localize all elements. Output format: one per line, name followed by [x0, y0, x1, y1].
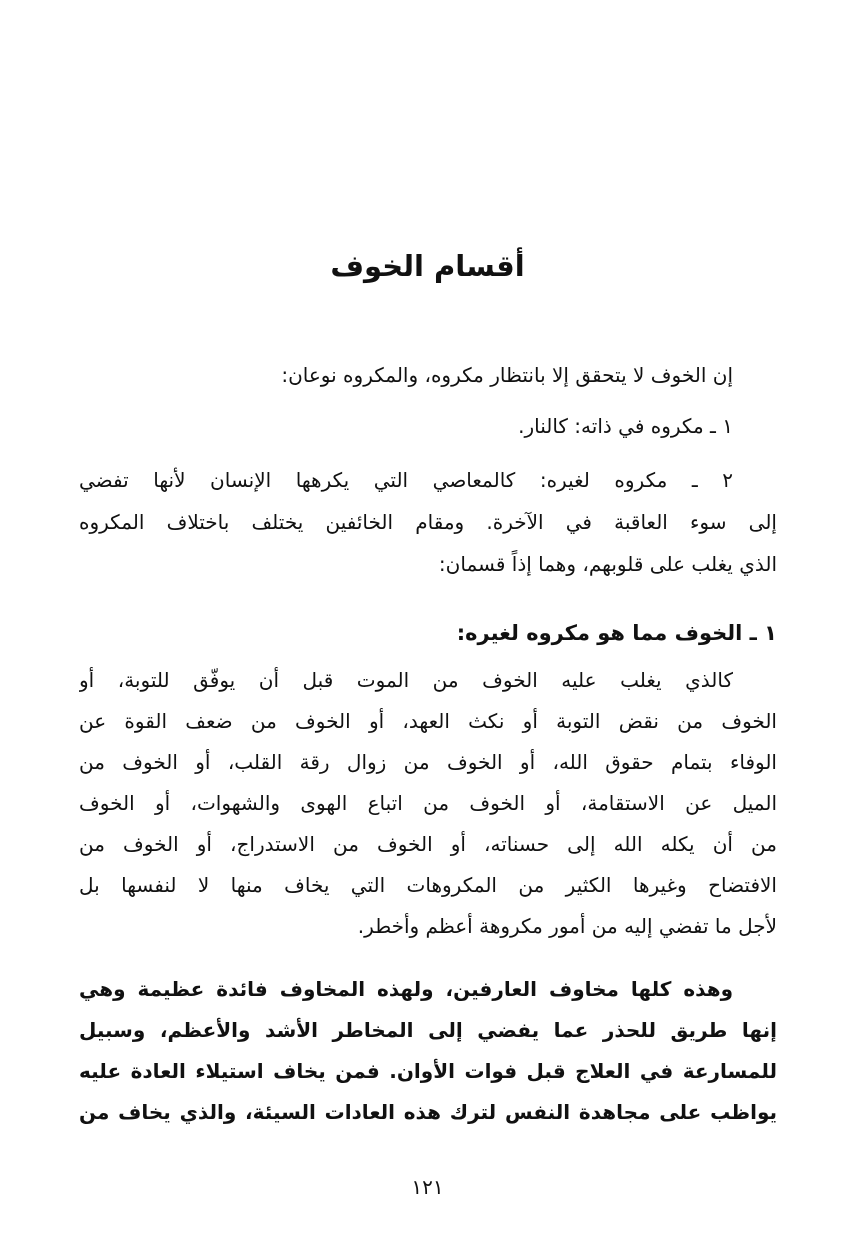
- closing-line: يواظب على مجاهدة النفس لترك هذه العادات السيئة، والذي يخاف من: [79, 1100, 777, 1124]
- closing-line: وهذه كلها مخاوف العارفين، ولهذه المخاوف فائدة عظيمة وهي: [79, 977, 733, 1001]
- intro-line: إن الخوف لا يتحقق إلا بانتظار مكروه، والمكروه نوعان:: [281, 363, 733, 387]
- intro-line: ١ ـ مكروه في ذاته: كالنار.: [518, 414, 733, 438]
- closing-line: إنها طريق للحذر عما يفضي إلى المخاطر الأشد والأعظم، وسبيل: [79, 1018, 777, 1042]
- section-body-line: كالذي يغلب عليه الخوف من الموت قبل أن يوفّق للتوبة، أو: [79, 668, 733, 692]
- section-body-line: الافتضاح وغيرها الكثير من المكروهات التي يخاف منها لا لنفسها بل: [79, 873, 777, 897]
- section-body-line: لأجل ما تفضي إليه من أمور مكروهة أعظم وأخطر.: [357, 914, 777, 938]
- page-number: ١٢١: [411, 1175, 444, 1199]
- section-body-line: الميل عن الاستقامة، أو الخوف من اتباع الهوى والشهوات، أو الخوف: [79, 791, 777, 815]
- section-body-line: الوفاء بتمام حقوق الله، أو الخوف من زوال رقة القلب، أو الخوف من: [79, 750, 777, 774]
- intro-line: ٢ ـ مكروه لغيره: كالمعاصي التي يكرهها الإنسان لأنها تفضي: [79, 468, 733, 492]
- intro-line: الذي يغلب على قلوبهم، وهما إذاً قسمان:: [438, 552, 777, 576]
- section-body-line: الخوف من نقض التوبة أو نكث العهد، أو الخوف من ضعف القوة عن: [79, 709, 777, 733]
- closing-line: للمسارعة في العلاج قبل فوات الأوان. فمن يخاف استيلاء العادة عليه: [79, 1059, 777, 1083]
- section-body-line: من أن يكله الله إلى حسناته، أو الخوف من الاستدراج، أو الخوف من: [79, 832, 777, 856]
- section-heading: ١ ـ الخوف مما هو مكروه لغيره:: [456, 621, 777, 645]
- intro-line: إلى سوء العاقبة في الآخرة. ومقام الخائفين يختلف باختلاف المكروه: [79, 510, 777, 534]
- page-title: أقسام الخوف: [330, 249, 525, 283]
